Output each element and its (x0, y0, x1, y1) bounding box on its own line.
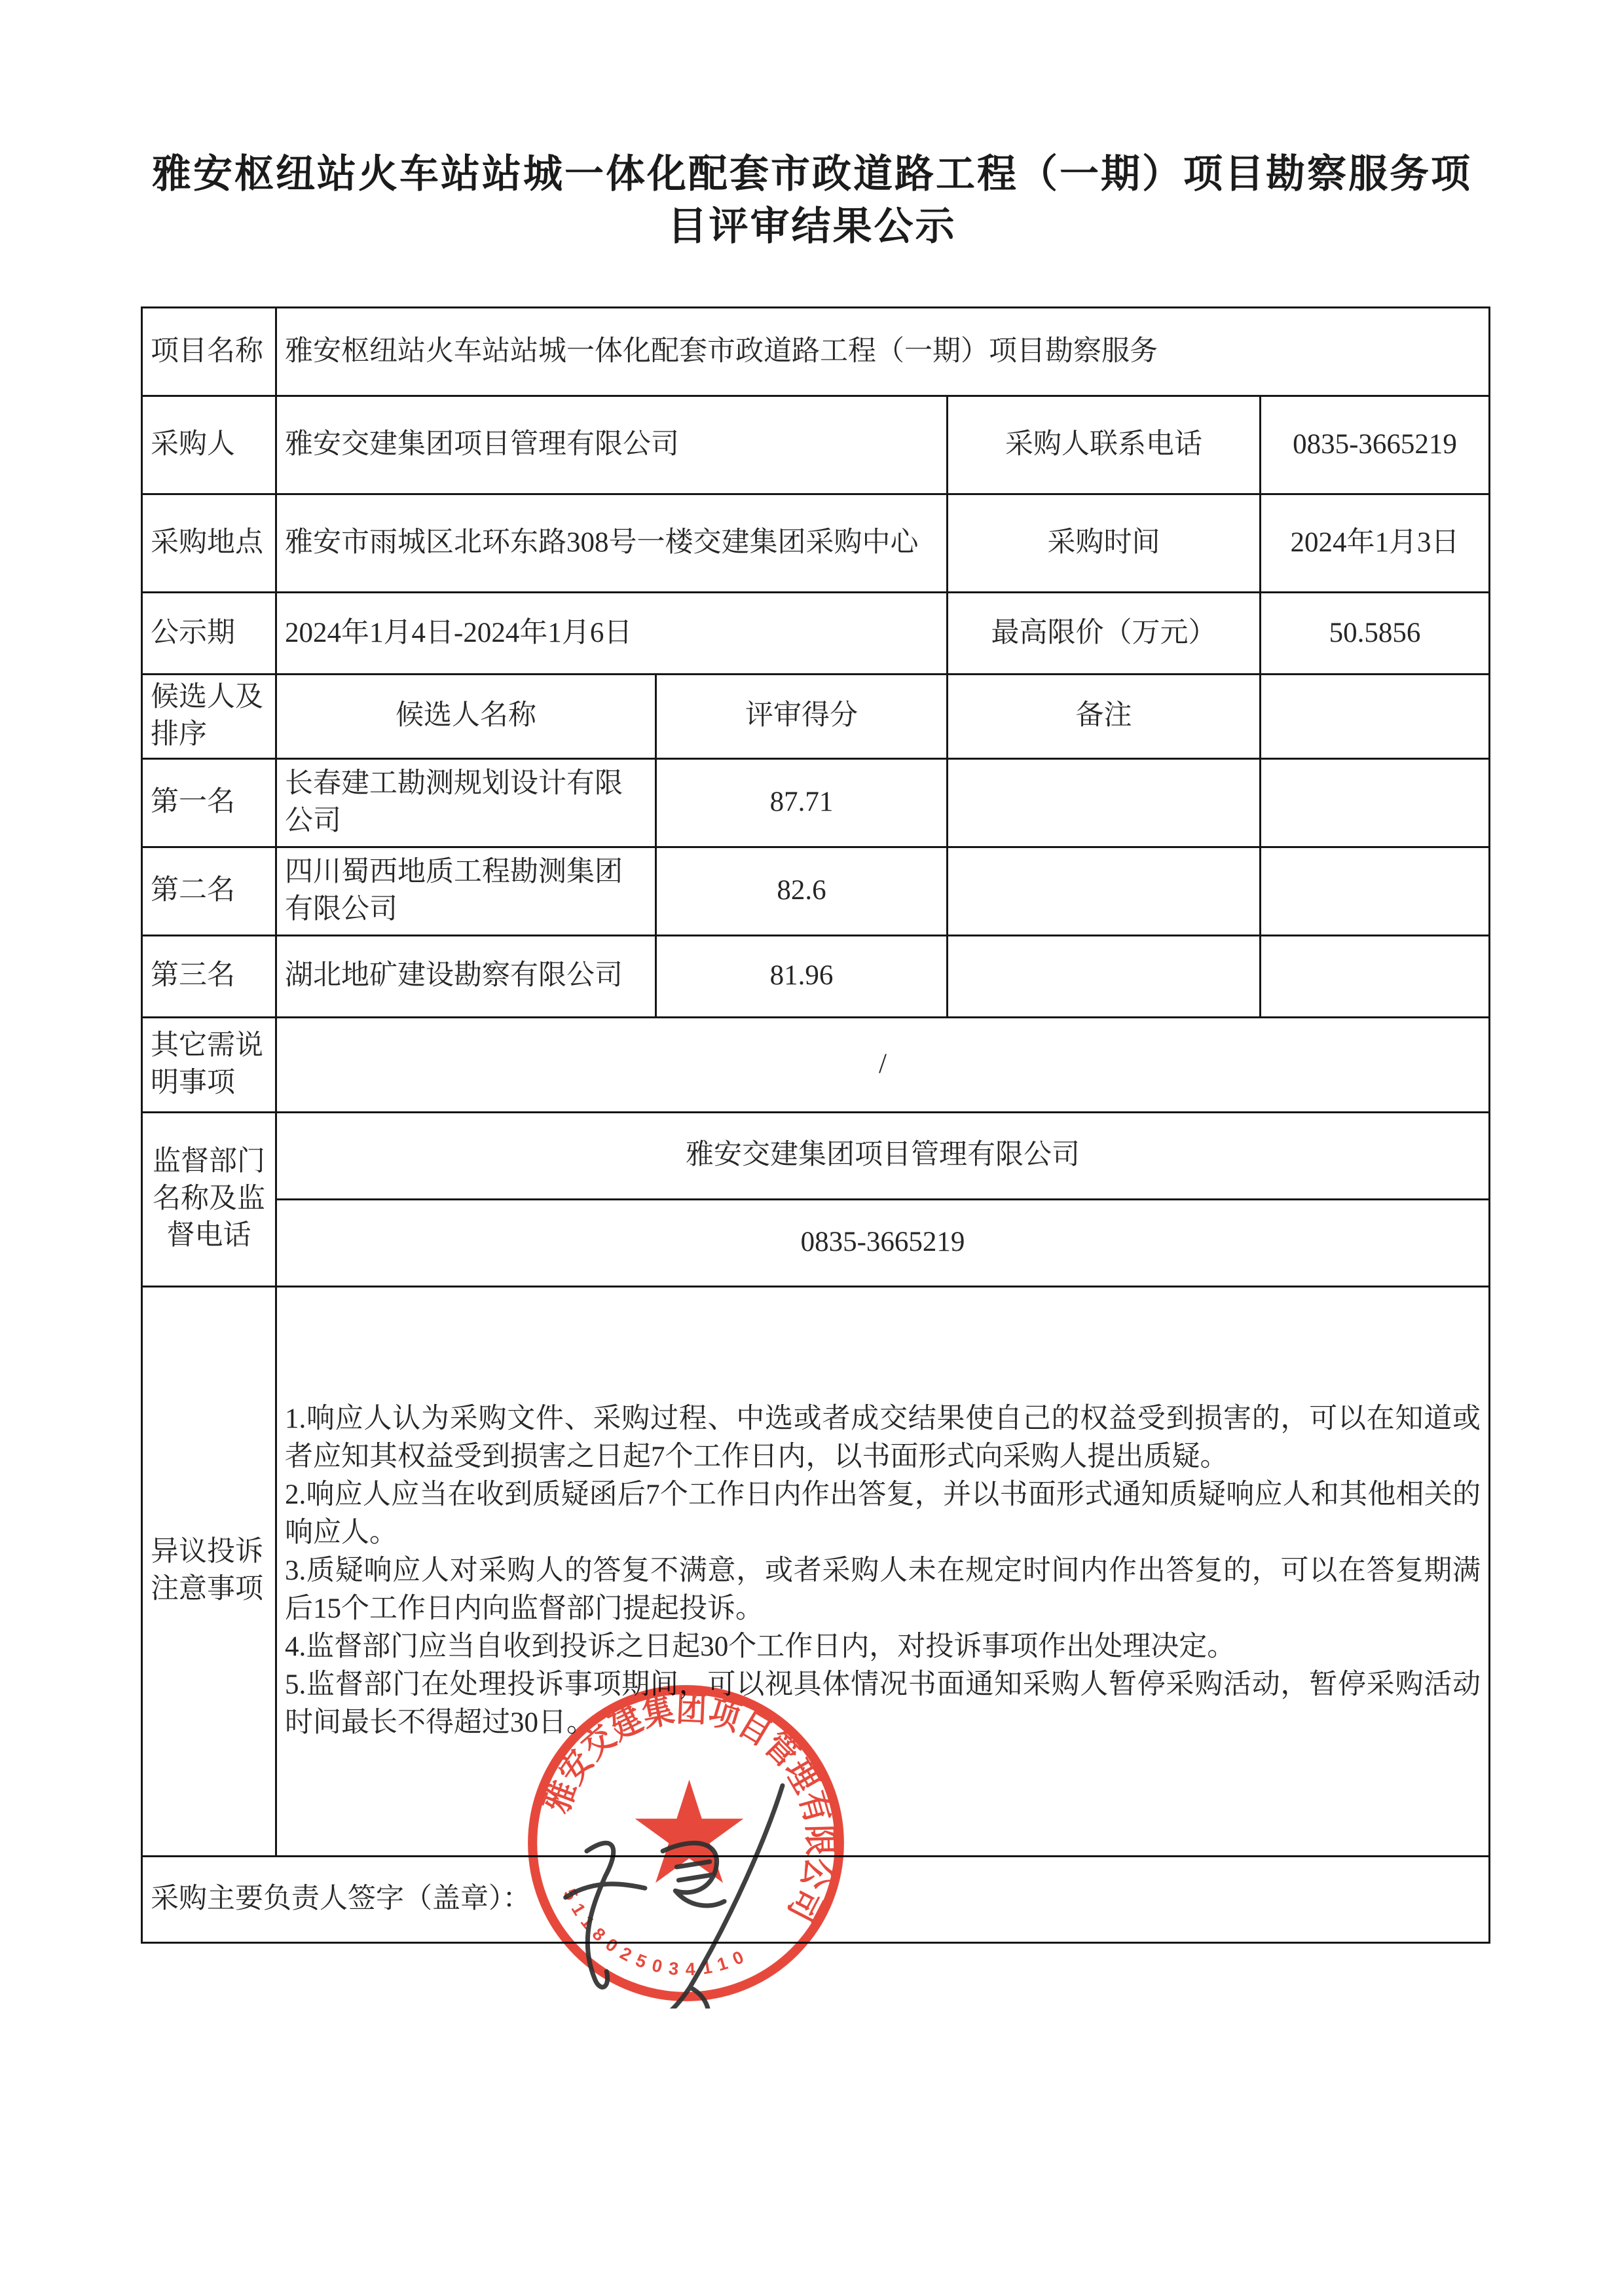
candidate-row-1 (142, 758, 1490, 847)
rank-3-label: 第三名 (142, 935, 276, 1017)
candidate-row-2 (142, 847, 1490, 935)
other-notes-label: 其它需说明事项 (142, 1017, 276, 1112)
row-location (142, 494, 1490, 593)
purchaser-phone-label: 采购人联系电话 (948, 396, 1261, 494)
other-notes-value: / (276, 1017, 1490, 1112)
rank-2-name: 四川蜀西地质工程勘测集团有限公司 (276, 847, 656, 935)
row-supervisor-phone (142, 1199, 1490, 1286)
row-objection (142, 1286, 1490, 1856)
rank-1-name: 长春建工勘测规划设计有限公司 (276, 758, 656, 847)
purchase-time-label: 采购时间 (948, 494, 1261, 593)
rank-1-extra-cell (1261, 758, 1490, 847)
page-title (0, 148, 1624, 253)
seal-company-arc-text: 雅安交建集团项目管理有限公司 (537, 1689, 840, 1931)
rank-2-remark (948, 847, 1261, 935)
row-project-name (142, 308, 1490, 396)
row-candidate-header (142, 675, 1490, 759)
objection-item-3: 3.质疑响应人对采购人的答复不满意，或者采购人未在规定时间内作出答复的，可以在答复期满后15个工作日内向监督部门提起投诉。 (285, 1555, 1481, 1624)
rank-1-remark (948, 758, 1261, 847)
price-limit-label: 最高限价（万元） (948, 593, 1261, 675)
row-purchaser (142, 396, 1490, 494)
purchaser-label: 采购人 (142, 396, 276, 494)
rank-2-extra-cell (1261, 847, 1490, 935)
objection-item-5: 5.监督部门在处理投诉事项期间，可以视具体情况书面通知采购人暂停采购活动，暂停采购活动时间最长不得超过30日。 (285, 1669, 1481, 1738)
purchase-time-value: 2024年1月3日 (1261, 494, 1490, 593)
rank-2-score: 82.6 (656, 847, 948, 935)
row-signature (142, 1856, 1490, 1942)
purchaser-phone-value: 0835-3665219 (1261, 396, 1490, 494)
rank-1-label: 第一名 (142, 758, 276, 847)
rank-3-remark (948, 935, 1261, 1017)
objection-item-1: 1.响应人认为采购文件、采购过程、中选或者成交结果使自己的权益受到损害的，可以在知道或者应知其权益受到损害之日起7个工作日内，以书面形式向采购人提出质疑。 (285, 1403, 1481, 1472)
signature-row-label: 采购主要负责人签字（盖章）： (142, 1856, 1490, 1942)
seal-serial-arc-text: 5118025034110 (559, 1885, 747, 1980)
objection-item-4: 4.监督部门应当自收到投诉之日起30个工作日内，对投诉事项作出处理决定。 (285, 1631, 1236, 1662)
project-name-value: 雅安枢纽站火车站站城一体化配套市政道路工程（一期）项目勘察服务 (276, 308, 1490, 396)
candidate-score-header: 评审得分 (656, 675, 948, 759)
rank-3-name: 湖北地矿建设勘察有限公司 (276, 935, 656, 1017)
page-title-line-1: 雅安枢纽站火车站站城一体化配套市政道路工程（一期）项目勘察服务项 (152, 152, 1472, 196)
candidate-remark-header: 备注 (948, 675, 1261, 759)
candidate-extra-header-cell (1261, 675, 1490, 759)
objection-item-2: 2.响应人应当在收到质疑函后7个工作日内作出答复，并以书面形式通知质疑响应人和其他相关的响应人。 (285, 1479, 1481, 1548)
project-name-label: 项目名称 (142, 308, 276, 396)
candidates-label: 候选人及排序 (142, 675, 276, 759)
price-limit-value: 50.5856 (1261, 593, 1490, 675)
row-supervisor-name (142, 1112, 1490, 1199)
supervisor-phone: 0835-3665219 (276, 1199, 1490, 1286)
rank-3-extra-cell (1261, 935, 1490, 1017)
candidate-name-header: 候选人名称 (276, 675, 656, 759)
objection-label: 异议投诉注意事项 (142, 1286, 276, 1856)
rank-3-score: 81.96 (656, 935, 948, 1017)
location-value: 雅安市雨城区北环东路308号一楼交建集团采购中心 (276, 494, 948, 593)
rank-2-label: 第二名 (142, 847, 276, 935)
location-label: 采购地点 (142, 494, 276, 593)
objection-text (276, 1286, 1490, 1856)
supervisor-name: 雅安交建集团项目管理有限公司 (276, 1112, 1490, 1199)
publicity-label: 公示期 (142, 593, 276, 675)
publicity-value: 2024年1月4日-2024年1月6日 (276, 593, 948, 675)
purchaser-value: 雅安交建集团项目管理有限公司 (276, 396, 948, 494)
row-other-notes (142, 1017, 1490, 1112)
page-title-line-2: 目评审结果公示 (667, 204, 957, 248)
row-publicity (142, 593, 1490, 675)
supervisor-label: 监督部门名称及监督电话 (142, 1112, 276, 1286)
rank-1-score: 87.71 (656, 758, 948, 847)
candidate-row-3 (142, 935, 1490, 1017)
result-table (141, 306, 1490, 1944)
